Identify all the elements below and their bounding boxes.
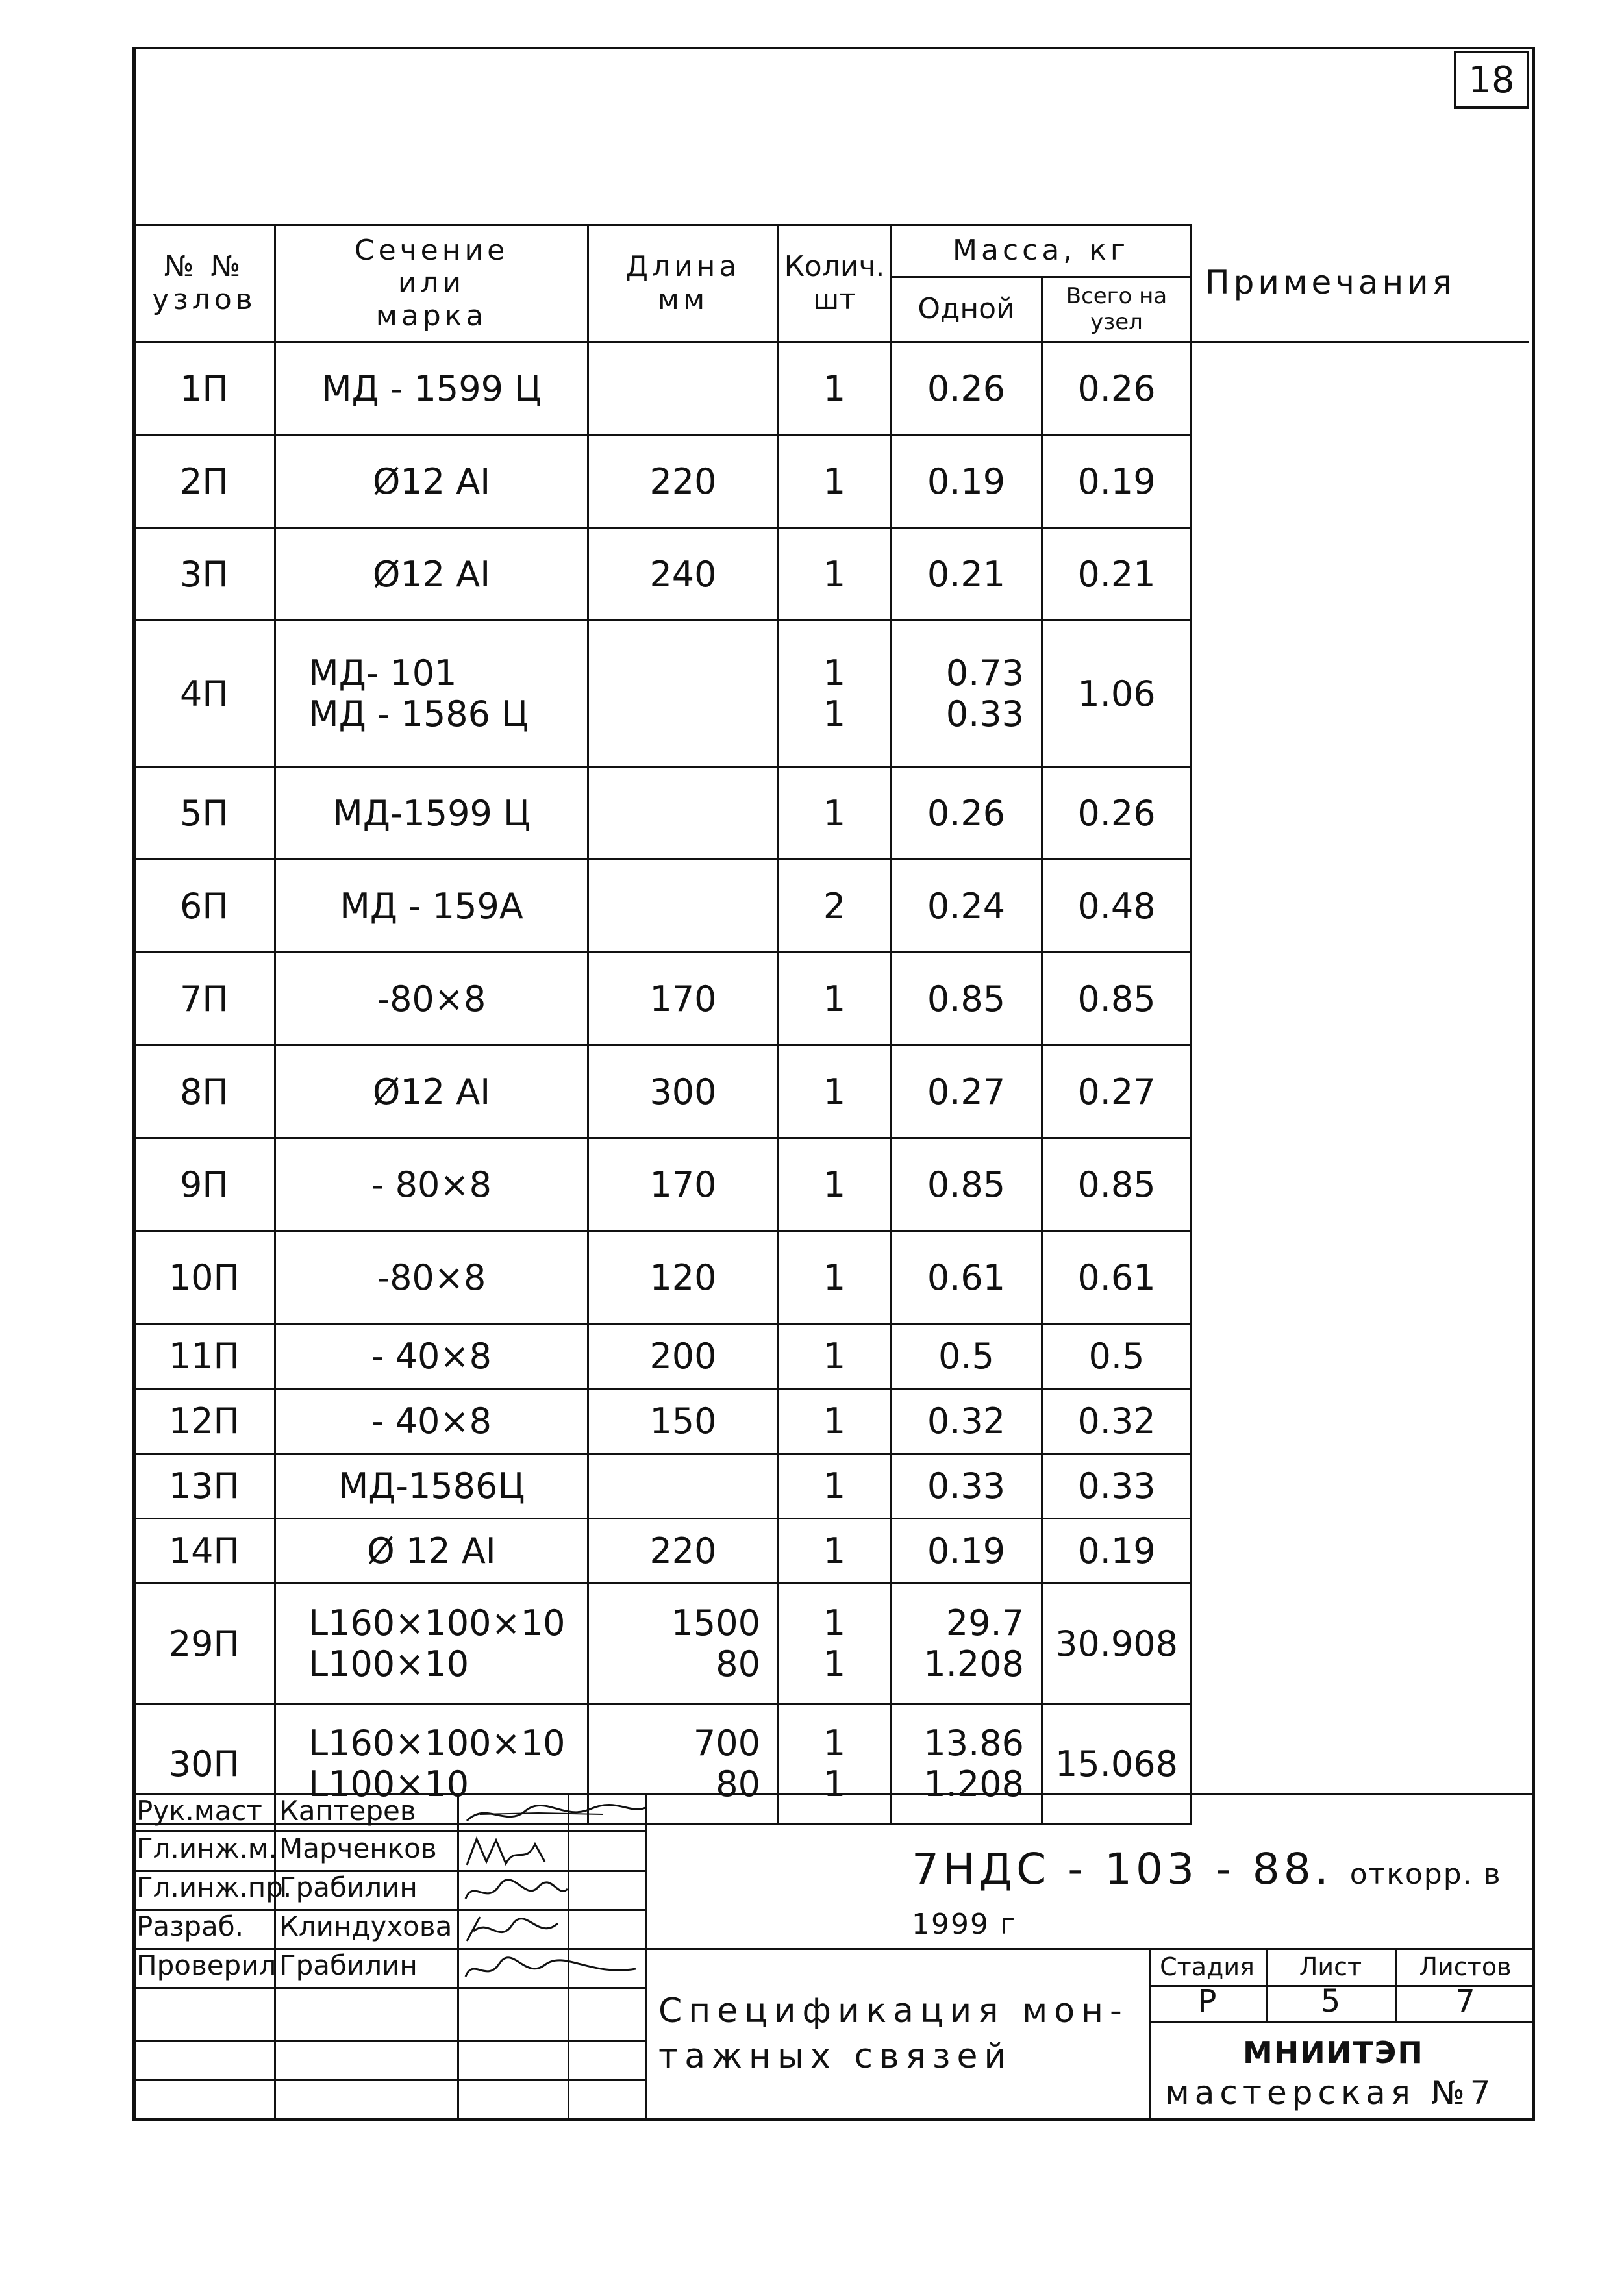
notes-cell (1192, 528, 1529, 621)
organization: МНИИТЭП (1243, 2035, 1424, 2070)
section-cell: L160×100×10 L100×10 (275, 1584, 588, 1704)
table-row (134, 528, 1529, 621)
mass-total-cell: 0.48 (1042, 860, 1192, 953)
length-cell: 170 (588, 953, 779, 1045)
notes-cell (1192, 1231, 1529, 1324)
notes-cell (1192, 1454, 1529, 1519)
qty-cell: 1 (779, 1454, 891, 1519)
mass-one-cell: 0.85 (891, 1138, 1042, 1231)
length-cell (588, 621, 779, 767)
mass-one-cell: 0.19 (891, 1519, 1042, 1584)
table-row (134, 860, 1529, 953)
notes-cell (1192, 342, 1529, 435)
section-cell: МД- 101 МД - 1586 Ц (275, 621, 588, 767)
notes-cell (1192, 1045, 1529, 1138)
mass-one-cell: 0.19 (891, 435, 1042, 528)
section-cell: МД-1586Ц (275, 1454, 588, 1519)
section-cell: - 80×8 (275, 1138, 588, 1231)
node-cell: 9П (134, 1138, 275, 1231)
table-row (134, 1138, 1529, 1231)
length-cell: 150 (588, 1389, 779, 1454)
sheet-value: 5 (1320, 1983, 1341, 2019)
person-name: Клиндухова (279, 1910, 453, 1942)
notes-cell (1192, 1138, 1529, 1231)
person-name: Грабилин (279, 1949, 418, 1981)
mass-one-cell: 0.21 (891, 528, 1042, 621)
mass-total-cell: 0.5 (1042, 1324, 1192, 1389)
mass-total-cell: 0.26 (1042, 767, 1192, 860)
mass-one-cell: 0.5 (891, 1324, 1042, 1389)
header-length: Длина мм (588, 225, 779, 342)
mass-one-cell: 0.32 (891, 1389, 1042, 1454)
mass-one-cell: 0.85 (891, 953, 1042, 1045)
mass-one-cell: 0.24 (891, 860, 1042, 953)
notes-cell (1192, 1389, 1529, 1454)
title-block (132, 1793, 1535, 2121)
length-cell: 240 (588, 528, 779, 621)
node-cell: 1П (134, 342, 275, 435)
signature-klindukhova (460, 1912, 571, 1948)
mass-one-cell: 13.86 1.208 (891, 1704, 1042, 1824)
node-cell: 11П (134, 1324, 275, 1389)
qty-cell: 1 (779, 342, 891, 435)
header-mass-one: Одной (891, 277, 1042, 342)
mass-total-cell: 30.908 (1042, 1584, 1192, 1704)
mass-total-cell: 0.21 (1042, 528, 1192, 621)
length-cell (588, 860, 779, 953)
table-row (134, 1584, 1529, 1704)
node-cell: 30П (134, 1704, 275, 1824)
mass-one-cell: 0.27 (891, 1045, 1042, 1138)
sheets-value: 7 (1455, 1983, 1475, 2019)
document-code: 7НДС - 103 - 88. откорр. в 1999 г (912, 1844, 1502, 1941)
role-label: Разраб. (136, 1910, 244, 1942)
qty-cell: 1 1 (779, 1584, 891, 1704)
mass-total-cell: 0.85 (1042, 1138, 1192, 1231)
mass-total-cell: 0.61 (1042, 1231, 1192, 1324)
mass-one-cell: 0.33 (891, 1454, 1042, 1519)
role-label: Гл.инж.м. (136, 1832, 277, 1864)
table-row (134, 1045, 1529, 1138)
document-title: Спецификация мон- тажных связей (658, 1992, 1129, 2077)
table-row (134, 1324, 1529, 1389)
header-mass: Масса, кг (891, 225, 1192, 277)
qty-cell: 1 (779, 1324, 891, 1389)
section-cell: МД - 159А (275, 860, 588, 953)
signature-grabilin-1 (460, 1873, 571, 1909)
mass-total-cell: 15.068 (1042, 1704, 1192, 1824)
qty-cell: 1 (779, 1389, 891, 1454)
node-cell: 12П (134, 1389, 275, 1454)
mass-total-cell: 1.06 (1042, 621, 1192, 767)
table-row (134, 1231, 1529, 1324)
section-cell: Ø12 АI (275, 435, 588, 528)
section-cell: Ø12 АI (275, 1045, 588, 1138)
notes-cell (1192, 1519, 1529, 1584)
section-cell: -80×8 (275, 1231, 588, 1324)
notes-cell (1192, 1584, 1529, 1704)
section-cell: L160×100×10 L100×10 (275, 1704, 588, 1824)
notes-cell (1192, 435, 1529, 528)
node-cell: 13П (134, 1454, 275, 1519)
section-cell: Ø12 АI (275, 528, 588, 621)
length-cell: 170 (588, 1138, 779, 1231)
role-label: Рук.маст (136, 1795, 262, 1827)
qty-cell: 1 (779, 953, 891, 1045)
stage-value: Р (1197, 1983, 1217, 2019)
qty-cell: 1 (779, 1138, 891, 1231)
notes-cell (1192, 767, 1529, 860)
role-label: Гл.инж.пр. (136, 1871, 292, 1903)
section-cell: МД - 1599 Ц (275, 342, 588, 435)
mass-one-cell: 29.7 1.208 (891, 1584, 1042, 1704)
section-cell: Ø 12 АI (275, 1519, 588, 1584)
table-row (134, 1519, 1529, 1584)
table-row (134, 1454, 1529, 1519)
qty-cell: 1 (779, 1231, 891, 1324)
qty-cell: 1 (779, 1045, 891, 1138)
mass-one-cell: 0.61 (891, 1231, 1042, 1324)
mass-total-cell: 0.33 (1042, 1454, 1192, 1519)
qty-cell: 1 (779, 528, 891, 621)
mass-total-cell: 0.26 (1042, 342, 1192, 435)
table-row (134, 1389, 1529, 1454)
node-cell: 5П (134, 767, 275, 860)
node-cell: 6П (134, 860, 275, 953)
mass-total-cell: 0.27 (1042, 1045, 1192, 1138)
section-cell: - 40×8 (275, 1324, 588, 1389)
node-cell: 29П (134, 1584, 275, 1704)
header-node: № № узлов (134, 225, 275, 342)
qty-cell: 1 1 (779, 621, 891, 767)
mass-total-cell: 0.85 (1042, 953, 1192, 1045)
node-cell: 8П (134, 1045, 275, 1138)
node-cell: 14П (134, 1519, 275, 1584)
node-cell: 7П (134, 953, 275, 1045)
mass-total-cell: 0.32 (1042, 1389, 1192, 1454)
specification-table (132, 224, 1529, 1825)
section-cell: МД-1599 Ц (275, 767, 588, 860)
section-cell: - 40×8 (275, 1389, 588, 1454)
sheets-label: Листов (1419, 1953, 1512, 1981)
mass-one-cell: 0.26 (891, 342, 1042, 435)
length-cell: 220 (588, 1519, 779, 1584)
sheet-number: 18 (1454, 51, 1529, 109)
person-name: Марченков (279, 1832, 437, 1864)
length-cell (588, 767, 779, 860)
mass-one-cell: 0.26 (891, 767, 1042, 860)
node-cell: 10П (134, 1231, 275, 1324)
mass-total-cell: 0.19 (1042, 435, 1192, 528)
header-section: Сечение или марка (275, 225, 588, 342)
person-name: Грабилин (279, 1871, 418, 1903)
node-cell: 3П (134, 528, 275, 621)
qty-cell: 1 (779, 1519, 891, 1584)
qty-cell: 1 1 (779, 1704, 891, 1824)
mass-one-cell: 0.73 0.33 (891, 621, 1042, 767)
mass-total-cell: 0.19 (1042, 1519, 1192, 1584)
length-cell: 200 (588, 1324, 779, 1389)
header-notes: Примечания (1192, 225, 1529, 342)
notes-cell (1192, 1324, 1529, 1389)
signature-grabilin-2 (460, 1951, 645, 1987)
length-cell: 1500 80 (588, 1584, 779, 1704)
node-cell: 2П (134, 435, 275, 528)
node-cell: 4П (134, 621, 275, 767)
sheet-label: Лист (1299, 1953, 1362, 1981)
table-row (134, 621, 1529, 767)
header-mass-total: Всего на узел (1042, 277, 1192, 342)
notes-cell (1192, 860, 1529, 953)
qty-cell: 1 (779, 435, 891, 528)
workshop: мастерская №7 (1165, 2074, 1496, 2112)
signature-kapterev (460, 1795, 649, 1834)
table-row (134, 767, 1529, 860)
length-cell: 300 (588, 1045, 779, 1138)
qty-cell: 1 (779, 767, 891, 860)
length-cell: 120 (588, 1231, 779, 1324)
notes-cell (1192, 953, 1529, 1045)
stage-label: Стадия (1160, 1953, 1255, 1981)
length-cell: 700 80 (588, 1704, 779, 1824)
qty-cell: 2 (779, 860, 891, 953)
person-name: Каптерев (279, 1795, 416, 1827)
table-row (134, 435, 1529, 528)
section-cell: -80×8 (275, 953, 588, 1045)
signature-marchenkov (460, 1832, 571, 1870)
notes-cell (1192, 621, 1529, 767)
length-cell (588, 1454, 779, 1519)
length-cell (588, 342, 779, 435)
table-row (134, 342, 1529, 435)
length-cell: 220 (588, 435, 779, 528)
header-qty: Колич. шт (779, 225, 891, 342)
role-label: Проверил (136, 1949, 277, 1981)
table-row (134, 953, 1529, 1045)
